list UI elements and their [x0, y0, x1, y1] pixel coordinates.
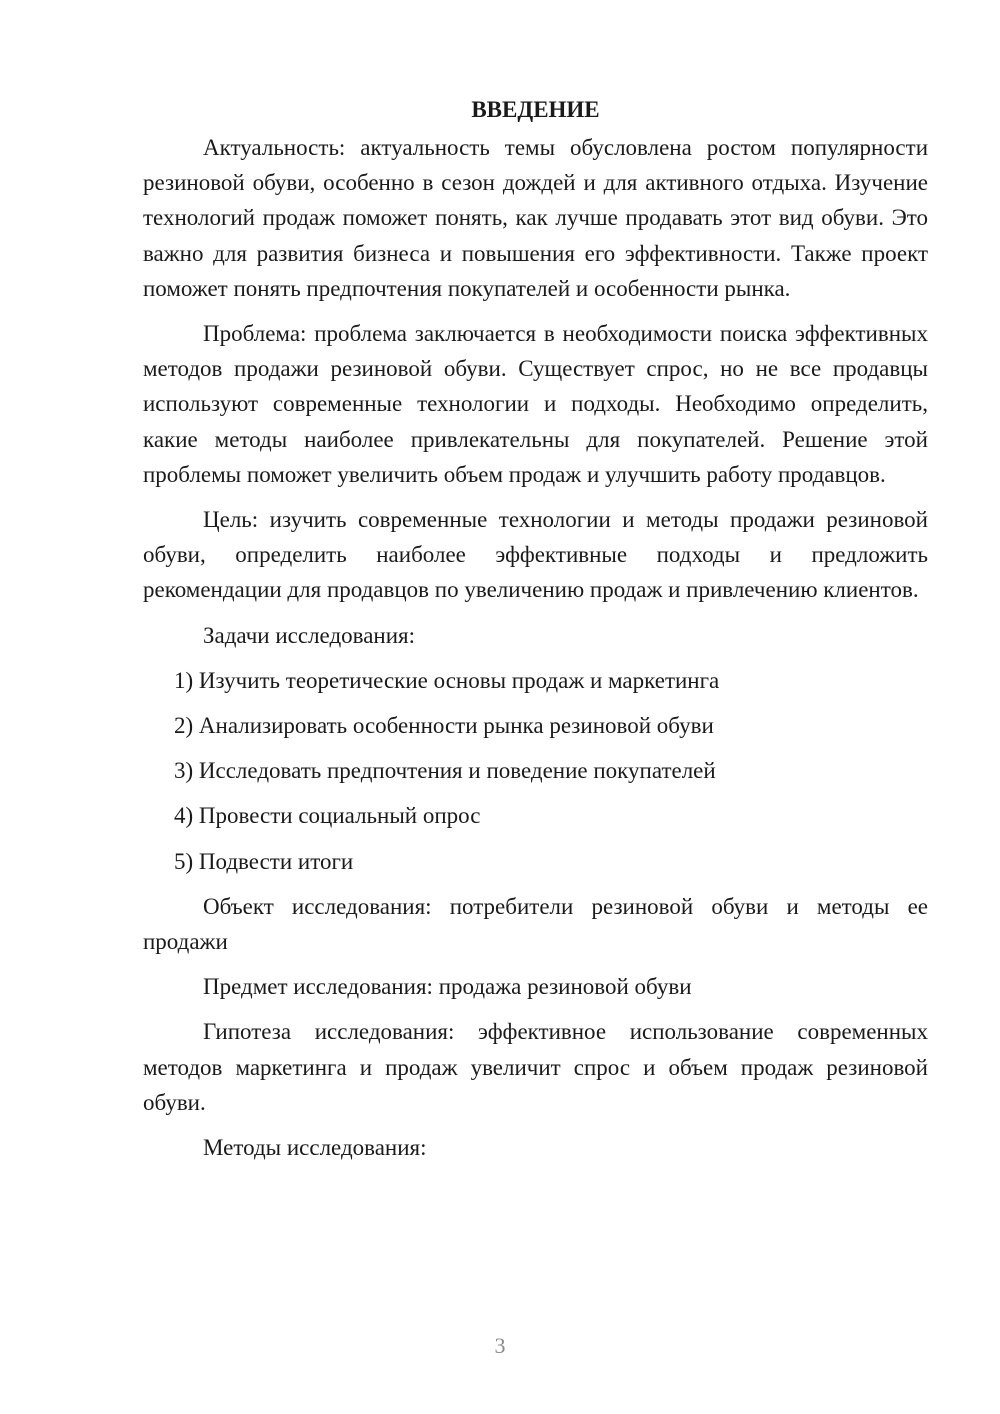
- tasks-heading: Задачи исследования:: [203, 622, 416, 648]
- list-item: 1) Изучить теоретические основы продаж и маркетинга: [174, 667, 720, 693]
- list-item: 3) Исследовать предпочтения и поведение покупателей: [174, 758, 716, 784]
- tasks-list: [143, 663, 928, 879]
- list-item: 5) Подвести итоги: [174, 848, 354, 874]
- object-paragraph: Объект исследования: потребители резиновой обуви и методы ее продажи: [143, 893, 928, 955]
- page-number: 3: [494, 1333, 506, 1358]
- document-page: [143, 92, 928, 1175]
- hypothesis-paragraph: Гипотеза исследования: эффективное использование современных методов маркетинга и продаж увеличит спрос и объем продаж резиновой обуви.: [143, 1019, 928, 1115]
- goal-paragraph: Цель: изучить современные технологии и методы продажи резиновой обуви, определить наиболее эффективные подходы и предложить рекомендации для продавцов по увеличению продаж и привлечению клиентов.: [143, 507, 928, 603]
- relevance-paragraph: Актуальность: актуальность темы обусловлена ростом популярности резиновой обуви, особенно в сезон дождей и для активного отдыха. Изучение технологий продаж поможет понять, как лучше продавать этот вид обуви. Это важно для развития бизнеса и повышения его эффективности. Также проект поможет понять предпочтения покупателей и особенности рынка.: [143, 135, 928, 301]
- methods-heading: Методы исследования:: [203, 1135, 427, 1161]
- subject-paragraph: Предмет исследования: продажа резиновой обуви: [203, 974, 692, 1000]
- list-item: 2) Анализировать особенности рынка резиновой обуви: [174, 713, 714, 739]
- page-title: ВВЕДЕНИЕ: [471, 97, 600, 122]
- problem-paragraph: Проблема: проблема заключается в необходимости поиска эффективных методов продажи резиновой обуви. Существует спрос, но не все продавцы используют современные технологии и подходы. Необходимо определить, какие методы наиболее привлекательны для покупателей. Решение этой проблемы поможет увеличить объем продаж и улучшить работу продавцов.: [143, 321, 928, 487]
- list-item: 4) Провести социальный опрос: [174, 803, 481, 829]
